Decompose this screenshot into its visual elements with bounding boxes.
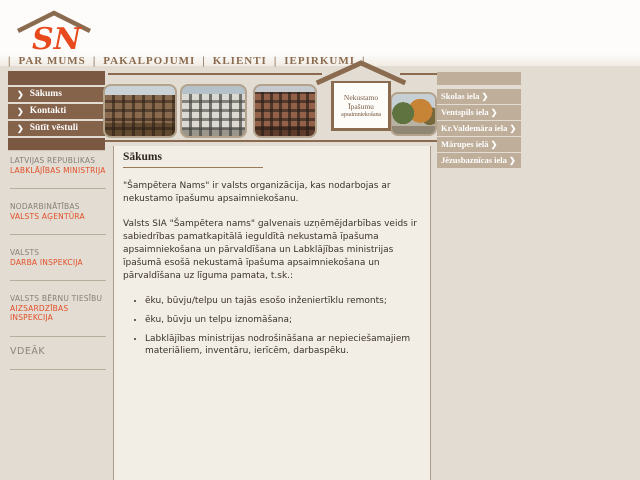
nav-item-iepirkumi[interactable]: IEPIRKUMI [284,55,356,67]
intro-paragraph: "Šampētera Nams" ir valsts organizācija, kas nodarbojas ar nekustamo īpašumu apsaimniekošanu. [123,181,391,204]
list-item: • ēku, būvju un telpu iznomāšana; [145,314,418,326]
street-item-jezusbaznicas-iela[interactable] [437,153,521,168]
list-item: • Labklājības ministrijas nodrošināšana ar nepieciešamajiem materiāliem, inventāru, ierīcēm, darbaspēku. [145,333,418,357]
street-menu-top-bar [437,72,521,85]
site-logo[interactable] [12,2,98,54]
main-content [113,146,431,480]
menu-item-kontakti[interactable] [8,104,105,119]
menu-item-sutit-vestuli[interactable] [8,121,105,136]
street-item-skolas-iela[interactable] [437,89,521,104]
institution-links [10,152,106,370]
chevron-right-icon: ❯ [481,92,489,101]
nav-item-pakalpojumi[interactable]: PAKALPOJUMI [103,55,196,67]
link-darba-inspekcija[interactable] [10,244,106,270]
institution-name-bottom: VALSTS AĢENTŪRA [10,211,85,221]
nav-separator: | [273,55,278,67]
roof-icon [319,63,403,82]
chevron-right-icon: ❯ [509,156,516,165]
chevron-right-icon: ❯ [490,108,498,117]
chevron-right-icon: ❯ [17,123,24,133]
building-photo-2 [180,84,247,138]
nav-item-par-mums[interactable]: PAR MUMS [18,55,86,67]
street-menu [437,72,521,169]
left-menu-top-bar [8,71,105,85]
divider [10,336,106,337]
institution-name-top: VALSTS BĒRNU TIESĪBU [10,294,103,303]
nav-separator: | [202,55,206,67]
link-nodarbinatibas-agentura[interactable] [10,198,106,224]
logo-roof-icon [12,2,98,54]
street-label: Jēzusbaznīcas iela [441,155,507,165]
house-badge [331,81,391,131]
chevron-right-icon: ❯ [17,89,24,99]
more-link[interactable]: VDEĀK [10,345,46,357]
street-item-ventspils-iela[interactable] [437,105,521,120]
institution-name-bottom: LABKLĀJĪBAS MINISTRIJA [10,165,106,175]
page-title: Sākums [123,151,162,163]
link-bernu-tiesibu-inspekcija[interactable] [10,290,106,326]
street-item-marupes-iela[interactable] [437,137,521,152]
chevron-right-icon: ❯ [490,140,498,149]
divider [10,188,106,189]
street-item-kr-valdemara-iela[interactable] [437,121,521,136]
institution-name-bottom: AIZSARDZĪBAS INSPEKCIJA [10,303,69,322]
left-menu-bottom-bar [8,138,105,151]
logo-monogram: SN [32,22,82,54]
divider [10,234,106,235]
chevron-right-icon: ❯ [17,106,24,116]
link-labklajibas-ministrija[interactable] [10,152,106,178]
nav-separator: | [92,55,97,67]
nav-separator: | [8,55,12,67]
institution-name-top: VALSTS [10,248,40,257]
divider [10,280,106,281]
street-label: Skolas iela [441,91,480,101]
services-list [145,295,418,357]
divider [10,369,106,370]
menu-item-label: Sākums [29,89,62,99]
description-paragraph: Valsts SIA "Šampētera nams" galvenais uzņēmējdarbības veids ir sabiedrības pamatkapitālā ieguldītā nekustamā īpašuma apsaimniekošana un pārvaldīšana un Labklājības ministrijas īpašumā esošā nekustamā īpašuma apsaimniekošana un pārvaldīšana uz līguma pamata, t.sk.: [123,219,417,281]
badge-line: Nekustamo [343,92,379,102]
building-photo-1 [103,84,177,138]
building-photo-3 [253,84,317,138]
street-label: Kr.Valdemāra iela [441,123,508,133]
nav-separator: | [362,55,366,67]
list-item: • ēku, būvju/telpu un tajās esošo inženiertīklu remonts; [145,295,418,307]
band-bottom-rule [105,140,437,142]
left-menu [8,71,105,153]
autumn-trees-photo [390,92,437,136]
badge-line: apsaimniekošana [340,110,381,118]
institution-name-top: LATVIJAS REPUBLIKAS [10,156,96,165]
menu-item-label: Kontakti [29,106,67,116]
badge-line: Īpašumu [348,101,374,111]
street-label: Mārupes ielā [441,139,489,149]
title-underline [123,167,263,168]
nav-item-klienti[interactable]: KLIENTI [212,55,267,67]
menu-item-label: Sūtīt vēstuli [29,123,79,133]
institution-name-bottom: DARBA INSPEKCIJA [10,257,83,267]
street-label: Ventspils iela [441,107,489,117]
institution-name-top: NODARBINĀTĪBAS [10,202,80,211]
chevron-right-icon: ❯ [509,124,517,133]
menu-item-sakums[interactable] [8,87,105,102]
